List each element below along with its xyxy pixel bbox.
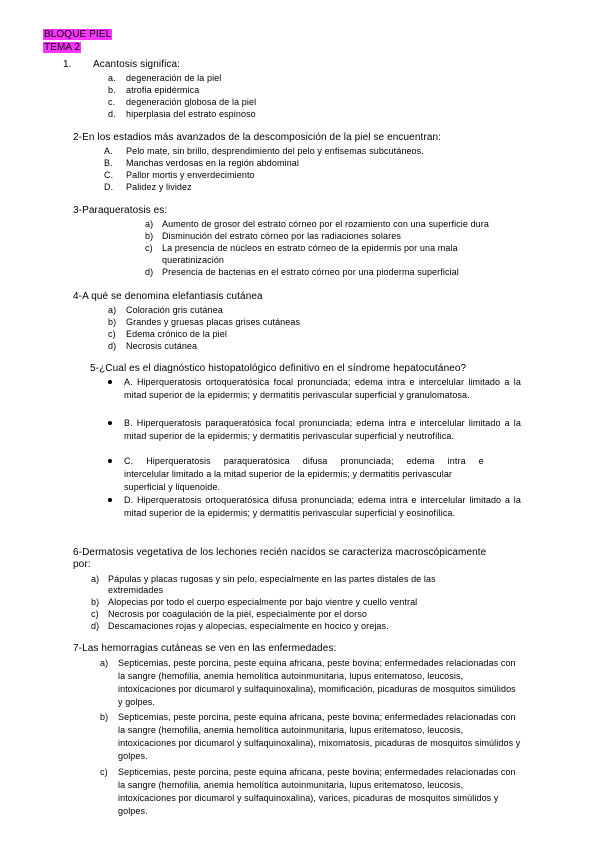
q1-option-text: degeneración globosa de la piel	[126, 97, 257, 107]
q1-option-text: degeneración de la piel	[126, 73, 222, 83]
q6-option-label: d)	[91, 621, 100, 631]
q3-option-text: La presencia de núcleos en estrato córneo de la epidermis por una mala	[162, 243, 458, 253]
q4-option-text: Coloración gris cutánea	[126, 305, 223, 315]
bullet-icon	[108, 459, 112, 463]
q6-option-text: Necrosis por coagulación de la piel, especialmente por el dorso	[108, 609, 367, 619]
q1-option-label: c.	[108, 97, 116, 107]
q6-option-text: Pápulas y placas rugosas y sin pelo, especialmente en las partes distales de las	[108, 574, 436, 584]
q6-option-label: a)	[91, 574, 100, 584]
q3-option-label: c)	[145, 243, 153, 253]
q3-option-text: Presencia de bacterias en el estrato córneo por una pioderma superficial	[162, 267, 459, 277]
q2-option-text: Palidez y lividez	[126, 182, 192, 192]
bullet-icon	[108, 421, 112, 425]
q7-option-line: intoxicaciones por dicumarol y sulfaquinoxalina), momificación, picaduras de mosquitos simúlidos	[118, 684, 516, 694]
q2-option-label: D.	[104, 182, 114, 192]
q5-option-text: B. Hiperqueratosis paraqueratósica focal pronunciada; edema intra e intercelular limitado a la mitad superior de la epidermis; y dermatitis perivascular superficial y neutrofílica.	[124, 418, 521, 441]
q5-option-text-cont: intercelular limitado a la mitad superior de la epidermis; y dermatitis perivascular	[124, 469, 453, 479]
q3-option-text: Aumento de grosor del estrato córneo por el rozamiento con una superficie dura	[162, 219, 489, 229]
q4-option-label: c)	[108, 329, 116, 339]
q6-text-cont: por:	[73, 559, 91, 570]
q7-option-line: la sangre (hemofilia, anemia hemolítica autoinmunitaria, lupus eritematoso, leucosis,	[118, 725, 464, 735]
q4-text: 4-A qué se denomina elefantiasis cutánea	[73, 291, 263, 302]
q1-option-text: hiperplasia del estrato espinoso	[126, 109, 256, 119]
q7-option-line: intoxicaciones por dicumarol y sulfaquinoxalina), varices, picaduras de mosquitos simúlidos y	[118, 793, 499, 803]
q3-option-text: Disminución del estrato córneo por las radiaciones solares	[162, 231, 401, 241]
q1-number: 1.	[63, 59, 72, 70]
block-title: BLOQUE PIEL	[44, 29, 112, 40]
q4-option-label: b)	[108, 317, 117, 327]
q2-option-text: Manchas verdosas en la región abdominal	[126, 158, 300, 168]
q7-option-line: golpes.	[118, 806, 148, 816]
q4-option-label: d)	[108, 341, 117, 351]
q3-text: 3-Paraqueratosis es:	[73, 205, 168, 216]
q7-option-line: la sangre (hemofilia, anemia hemolítica autoinmunitaria, lupus eritematoso, leucosis,	[118, 780, 464, 790]
q2-option-text: Pelo mate, sin brillo, desprendimiento del pelo y enfisemas subcutáneos.	[126, 146, 424, 156]
q1-text: Acantosis significa:	[93, 59, 181, 70]
q7-option-line: Septicemias, peste porcina, peste equina africana, peste bovina; enfermedades relacionadas con	[118, 712, 516, 722]
q4-option-label: a)	[108, 305, 117, 315]
q3-option-label: d)	[145, 267, 154, 277]
q6-option-text-cont: extremidades	[108, 585, 164, 595]
q5-option-text: A. Hiperqueratosis ortoqueratósica focal pronunciada; edema intra e intercelular limitado a la mitad superior de la epidermis; y dermatitis perivascular superficial y granulomatosa.	[124, 377, 521, 400]
q7-option-line: Septicemias, peste porcina, peste equina africana, peste bovina; enfermedades relacionadas con	[118, 658, 516, 668]
q7-option-line: golpes.	[118, 751, 148, 761]
q7-option-label: a)	[100, 658, 109, 668]
q6-option-label: b)	[91, 597, 100, 607]
q7-option-label: c)	[100, 767, 108, 777]
q2-option-label: B.	[104, 158, 113, 168]
q3-option-label: b)	[145, 231, 154, 241]
q1-option-label: b.	[108, 85, 116, 95]
q6-option-label: c)	[91, 609, 99, 619]
q5-option-text: C. Hiperqueratosis paraqueratósica difusa pronunciada; edema intra e	[124, 456, 484, 466]
q1-option-label: d.	[108, 109, 116, 119]
q1-option-label: a.	[108, 73, 116, 83]
q2-option-label: C.	[104, 170, 114, 180]
q2-text: 2-En los estadios más avanzados de la descomposición de la piel se encuentran:	[73, 132, 442, 143]
q4-option-text: Edema crónico de la piel	[126, 329, 227, 339]
q5-text: 5-¿Cual es el diagnóstico histopatológico definitivo en el síndrome hepatocutáneo?	[90, 363, 467, 374]
q4-option-text: Grandes y gruesas placas grises cutáneas	[126, 317, 301, 327]
q7-option-line: intoxicaciones por dicumarol y sulfaquinoxalina), mixomatosis, picaduras de mosquitos simúlidos y	[118, 738, 521, 748]
q7-text: 7-Las hemorragias cutáneas se ven en las enfermedades:	[73, 643, 337, 654]
q2-option-label: A.	[104, 146, 113, 156]
q6-text: 6-Dermatosis vegetativa de los lechones recién nacidos se caracteriza macroscópicamente	[73, 547, 487, 558]
q7-option-line: y golpes.	[118, 697, 155, 707]
topic-title: TEMA 2	[44, 42, 81, 53]
q3-option-text-cont: queratinización	[162, 255, 225, 265]
bullet-icon	[108, 380, 112, 384]
q5-option-text-cont: superficial y liquenoide.	[124, 482, 221, 492]
q7-option-line: Septicemias, peste porcina, peste equina africana, peste bovina; enfermedades relacionadas con	[118, 767, 516, 777]
q2-option-text: Pallor mortis y enverdecimiento	[126, 170, 255, 180]
bullet-icon	[108, 498, 112, 502]
q3-option-label: a)	[145, 219, 154, 229]
q7-option-line: la sangre (hemofilia, anemia hemolítica autoinmunitaria, lupus eritematoso, leucosis,	[118, 671, 464, 681]
q7-option-label: b)	[100, 712, 109, 722]
q6-option-text: Descamaciones rojas y alopecias, especialmente en hocico y orejas.	[108, 621, 389, 631]
q6-option-text: Alopecias por todo el cuerpo especialmente por bajo vientre y cuello ventral	[108, 597, 418, 607]
q5-option-text: D. Hiperqueratosis ortoqueratósica difusa pronunciada; edema intra e intercelular limitado a la mitad superior de la epidermis; y dermatitis perivascular superficial y eosinofílica.	[124, 495, 521, 518]
q4-option-text: Necrosis cutánea	[126, 341, 198, 351]
q1-option-text: atrofia epidérmica	[126, 85, 200, 95]
